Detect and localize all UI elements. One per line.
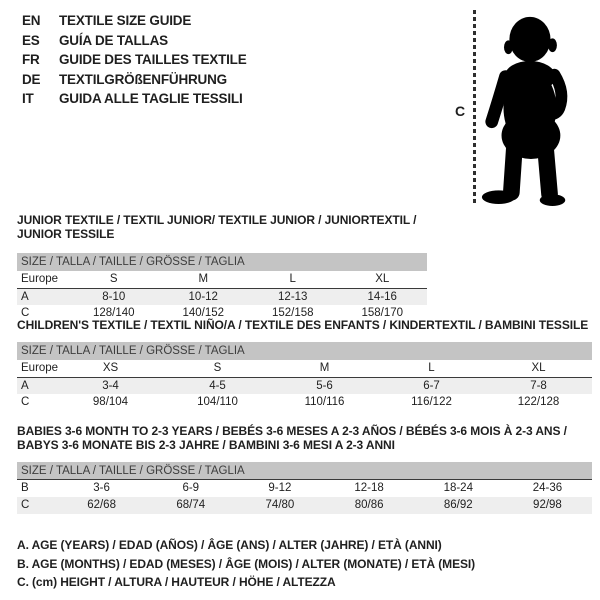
row-label-cell: A [21, 291, 29, 303]
size-cell: 7-8 [530, 380, 547, 392]
size-cell: 18-24 [443, 482, 473, 494]
size-cell: 110/116 [304, 396, 345, 408]
junior-textile-table [17, 213, 427, 322]
size-cell: 128/140 [92, 307, 135, 319]
row-label-cell: Europe [21, 273, 59, 285]
row-label-cell: B [21, 482, 29, 494]
size-cell: 140/152 [182, 307, 225, 319]
size-cell: S [109, 273, 118, 285]
size-cell: 3-4 [102, 380, 119, 392]
table-row [17, 394, 592, 411]
language-label: GUIDE DES TAILLES TEXTILE [59, 52, 247, 67]
size-cell: 62/68 [87, 499, 116, 511]
table-row [17, 377, 592, 394]
language-row [22, 89, 247, 109]
size-cell: 9-12 [268, 482, 292, 494]
toddler-silhouette-icon [479, 8, 577, 208]
size-cell: 86/92 [443, 499, 473, 511]
size-cell: M [319, 362, 330, 374]
language-label: TEXTILGRÖßENFÜHRUNG [59, 71, 227, 87]
language-label: TEXTILE SIZE GUIDE [59, 13, 192, 28]
language-row [22, 11, 247, 31]
language-code: FR [22, 52, 40, 67]
table-title: CHILDREN'S TEXTILE / TEXTIL NIÑO/A / TEXTILE DES ENFANTS / KINDERTEXTIL / BAMBINI TESSILE [17, 318, 589, 332]
language-code: EN [22, 13, 41, 28]
row-label-cell: C [21, 499, 30, 511]
table-title: BABIES 3-6 MONTH TO 2-3 YEARS / BEBÉS 3-6 MESES A 2-3 AÑOS / BÉBÉS 3-6 MOIS À 2-3 ANS / [17, 424, 567, 438]
babies-textile-table [17, 424, 592, 514]
size-header-bar: SIZE / TALLA / TAILLE / GRÖSSE / TAGLIA [17, 462, 592, 480]
size-cell: 152/158 [271, 307, 314, 319]
size-cell: 4-5 [209, 380, 226, 392]
size-cell: M [198, 273, 209, 285]
size-cell: 74/80 [265, 499, 295, 511]
size-cell: 8-10 [102, 291, 126, 303]
size-cell: XL [375, 273, 390, 285]
height-measure-dashed-line [473, 10, 476, 206]
size-cell: 5-6 [316, 380, 333, 392]
row-label-cell: C [21, 396, 30, 408]
size-header-bar: SIZE / TALLA / TAILLE / GRÖSSE / TAGLIA [17, 342, 592, 360]
size-cell: 80/86 [354, 499, 384, 511]
size-cell: 122/128 [517, 396, 560, 408]
language-code: ES [22, 32, 40, 48]
size-header-bar: SIZE / TALLA / TAILLE / GRÖSSE / TAGLIA [17, 253, 427, 271]
language-label: GUIDA ALLE TAGLIE TESSILI [59, 91, 243, 106]
size-cell: 158/170 [361, 307, 404, 319]
size-cell: XL [531, 362, 546, 374]
size-cell: L [289, 273, 296, 285]
childrens-textile-table [17, 318, 592, 411]
footnote-b: B. AGE (MONTHS) / EDAD (MESES) / ÂGE (MOIS) / ALTER (MONATE) / ETÀ (MESI) [17, 556, 476, 571]
language-row [22, 70, 247, 90]
table-title: JUNIOR TEXTILE / TEXTIL JUNIOR/ TEXTILE JUNIOR / JUNIORTEXTIL / JUNIOR TESSILE [17, 213, 417, 241]
size-cell: 104/110 [197, 396, 238, 408]
language-code: DE [22, 71, 41, 87]
language-header [22, 11, 247, 109]
table-row [17, 480, 592, 497]
size-cell: 12-13 [278, 291, 308, 303]
size-cell: 14-16 [367, 291, 397, 303]
size-cell: 6-9 [182, 482, 200, 494]
size-cell: 6-7 [423, 380, 440, 392]
size-cell: 92/98 [533, 499, 562, 511]
footnotes [17, 536, 475, 592]
language-row [22, 31, 247, 51]
row-label-cell: Europe [21, 362, 59, 374]
footnote-a: A. AGE (YEARS) / EDAD (AÑOS) / ÂGE (ANS) / ALTER (JAHRE) / ETÀ (ANNI) [17, 538, 442, 552]
table-row [17, 497, 592, 514]
footnote-c: C. (cm) HEIGHT / ALTURA / HAUTEUR / HÖHE / ALTEZZA [17, 575, 336, 589]
size-cell: 10-12 [188, 291, 218, 303]
language-code: IT [22, 91, 34, 106]
size-cell: L [428, 362, 435, 374]
size-cell: S [213, 362, 222, 374]
table-row [17, 360, 592, 377]
table-row [17, 271, 427, 288]
height-measure-label: C [455, 103, 466, 119]
size-cell: 68/74 [176, 499, 206, 511]
language-label: GUÍA DE TALLAS [59, 32, 168, 48]
row-label-cell: C [21, 307, 30, 319]
row-label-cell: A [21, 380, 29, 392]
table-title-line2: BABYS 3-6 MONATE BIS 2-3 JAHRE / BAMBINI 3-6 MESI A 2-3 ANNI [17, 438, 395, 452]
size-cell: 24-36 [532, 482, 563, 494]
size-cell: 116/122 [411, 396, 452, 408]
table-row [17, 288, 427, 305]
size-cell: 3-6 [93, 482, 110, 494]
size-cell: XS [102, 362, 119, 374]
size-cell: 12-18 [354, 482, 384, 494]
size-cell: 98/104 [92, 396, 129, 408]
language-row [22, 50, 247, 70]
